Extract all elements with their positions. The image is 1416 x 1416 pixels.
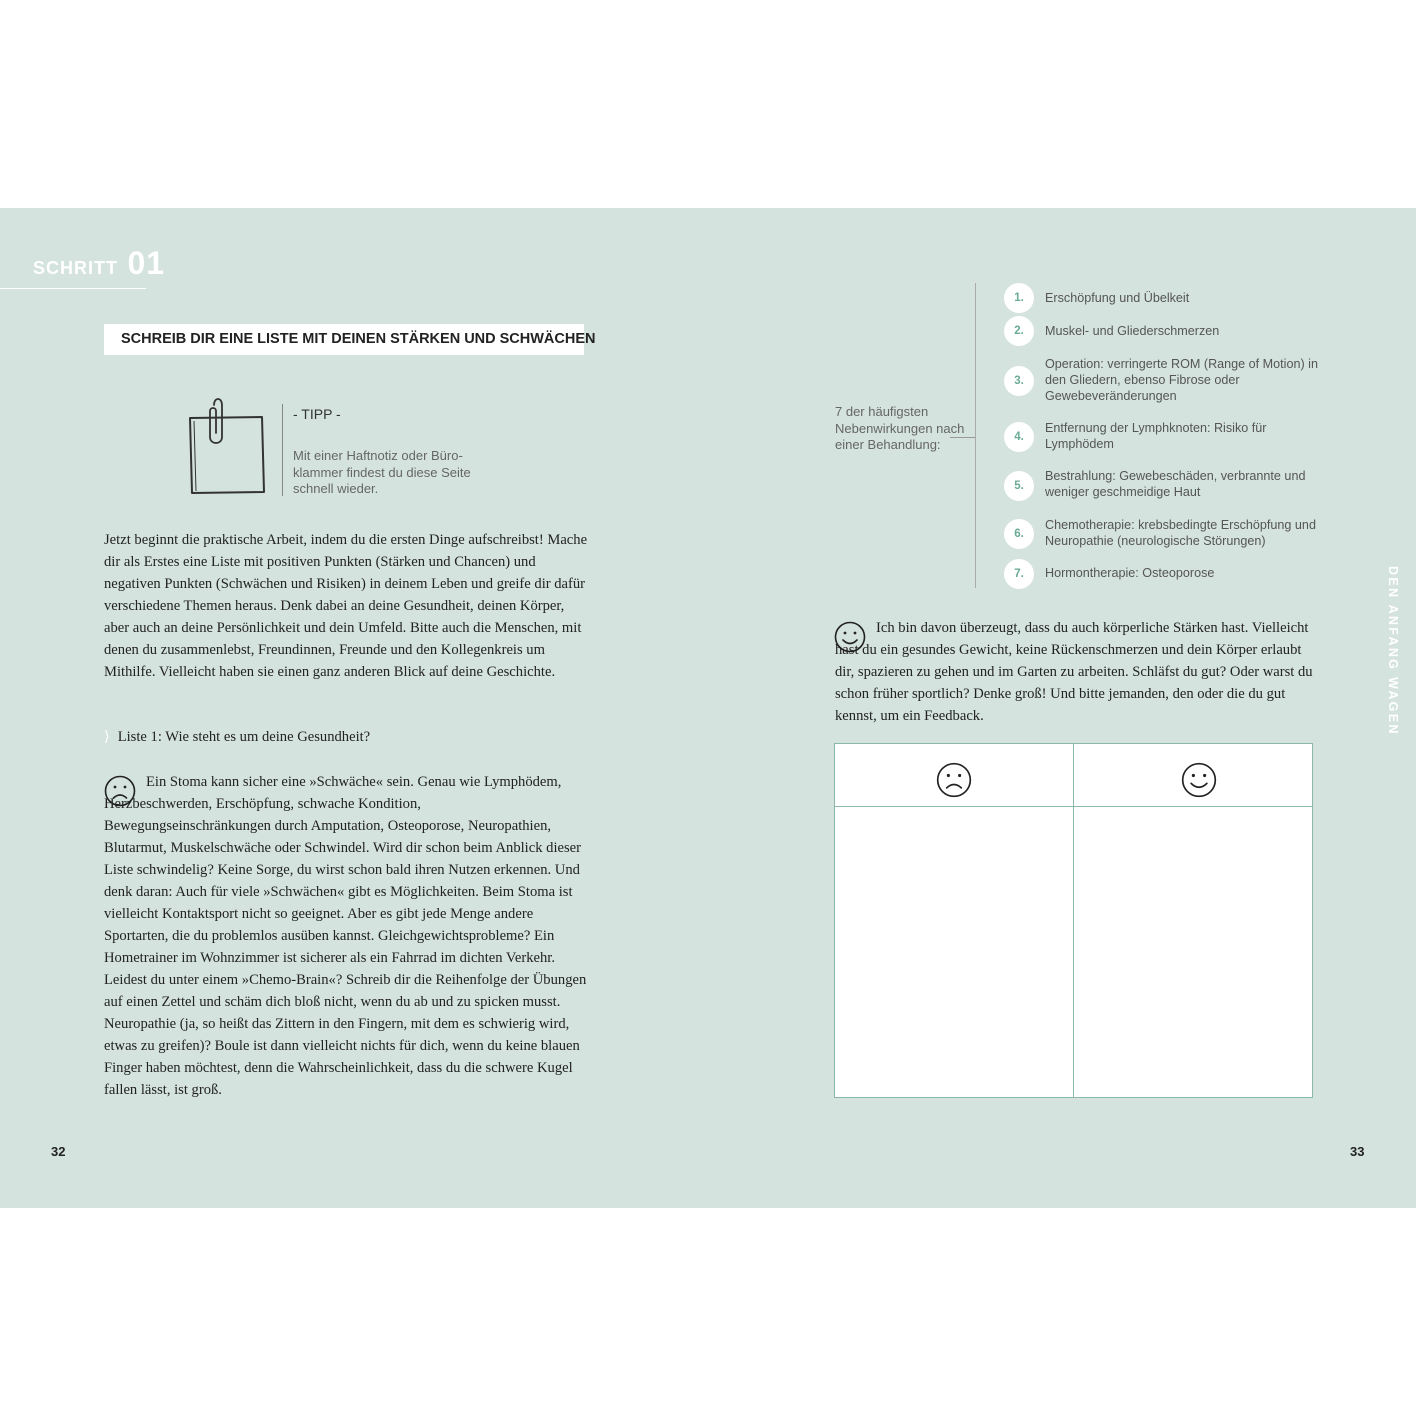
side-effect-item: [1004, 519, 1324, 551]
item-number: 2.: [1004, 316, 1034, 346]
item-text: Hormontherapie: Osteoporose: [1045, 566, 1215, 580]
caption-connector: [950, 437, 976, 438]
side-effect-item: [1004, 357, 1324, 414]
smiley-face-icon: [1181, 762, 1217, 798]
item-text: Bestrahlung: Gewebeschäden, verbrannte und weniger geschmeidige Haut: [1045, 469, 1306, 499]
item-number: 5.: [1004, 471, 1034, 501]
item-text: Muskel- und Gliederschmerzen: [1045, 324, 1220, 338]
item-number: 6.: [1004, 519, 1034, 549]
side-effect-item: [1004, 471, 1324, 503]
section-heading: SCHREIB DIR EINE LISTE MIT DEINEN STÄRKEN UND SCHWÄCHEN: [104, 324, 584, 355]
tip-title: - TIPP -: [293, 406, 341, 422]
strengths-paragraph-text: Ich bin davon überzeugt, dass du auch körperliche Stärken hast. Vielleicht hast du ein gesundes Gewicht, keine Rückenschmerzen und dein Körper erlaubt dir, spazieren zu gehen und im Garten zu arbeiten. Schläfst du gut? Oder warst du schon früher sportlich? Denke groß! Und bitte jemanden, den oder die du gut kennst, um ein Feedback.: [835, 620, 1313, 724]
table-header-divider: [835, 806, 1312, 807]
side-effect-item: [1004, 316, 1324, 346]
side-effect-item: [1004, 283, 1324, 313]
step-underline: [0, 288, 146, 289]
strengths-paragraph: [835, 617, 1317, 727]
list-label: [104, 728, 370, 746]
side-effects-divider: [975, 283, 976, 588]
intro-paragraph: Jetzt beginnt die praktische Arbeit, indem du die ersten Dinge aufschreibst! Mache dir als Erstes eine Liste mit positiven Punkten (Stärken und Chancen) und negativen Punkten (Schwächen und Risiken) in deinem Leben und greife dir dafür verschiedene Themen heraus. Denk dabei an deine Gesundheit, deinen Körper, aber auch an deine Persönlichkeit und dein Umfeld. Bitte auch die Menschen, mit denen du zusammenlebst, Freundinnen, Freunde und den Kollegenkreis um Mithilfe. Vielleicht haben sie einen ganz anderen Blick auf deine Geschichte.: [104, 532, 588, 680]
step-word: SCHRITT: [33, 258, 118, 278]
sad-face-icon: [936, 762, 972, 798]
step-label: [33, 245, 165, 282]
item-number: 7.: [1004, 559, 1034, 589]
health-paragraph: [104, 771, 590, 1101]
item-number: 3.: [1004, 366, 1034, 396]
item-number: 4.: [1004, 422, 1034, 452]
strengths-weaknesses-table: [834, 743, 1313, 1098]
side-effect-item: [1004, 422, 1324, 454]
health-paragraph-text: Ein Stoma kann sicher eine »Schwäche« sein. Genau wie Lymphödem, Herzbeschwerden, Erschöpfung, schwache Kondition, Bewegungseinschränkungen durch Amputation, Osteoporose, Neuropathien, Blutarmut, Muskelschwäche oder Schwindel. Wird dir schon beim Anblick dieser Liste schwindelig? Keine Sorge, du wirst schon bald ihren Nutzen erkennen. Und denk daran: Auch für viele »Schwächen« gibt es Möglichkeiten. Beim Stoma ist vielleicht Kontaktsport nicht so geeignet. Aber es gibt jede Menge andere Sportarten, die du problemlos ausüben kannst. Gleichgewichtsprobleme? Ein Hometrainer im Wohnzimmer ist sicherer als ein Fahrrad im dichten Verkehr. Leidest du unter einem »Chemo-Brain«? Schreib dir die Reihenfolge der Übungen auf einen Zettel und schäm dich bloß nicht, wenn du ab und zu spicken musst. Neuropathie (ja, so heißt das Zittern in den Fingern, mit dem es schwierig wird, etwas zu greifen)? Boule ist dann vielleicht nichts für dich, wenn du keine blauen Finger haben möchtest, denn die Wahrscheinlichkeit, dass du die schwere Kugel fallen lässt, ist groß.: [104, 774, 587, 1098]
page-number-left: 32: [51, 1144, 66, 1159]
book-spread: [0, 208, 1416, 1208]
side-effects-caption: 7 der häufigsten Nebenwirkungen nach einer Behandlung:: [835, 404, 965, 452]
item-text: Chemotherapie: krebsbedingte Erschöpfung und Neuropathie (neurologische Störungen): [1045, 518, 1316, 548]
paperclip-note-icon: [180, 393, 270, 498]
list-marker: ⟩: [104, 729, 110, 745]
page-number-right: 33: [1350, 1144, 1365, 1159]
item-text: Erschöpfung und Übelkeit: [1045, 291, 1190, 305]
side-effect-item: [1004, 559, 1324, 589]
table-column-divider: [1073, 744, 1074, 1097]
chapter-running-title: DEN ANFANG WAGEN: [1386, 566, 1400, 736]
tip-text: Mit einer Haftnotiz oder Büro-klammer findest du diese Seite schnell wieder.: [293, 448, 471, 496]
step-number: 01: [127, 245, 166, 281]
list-label-text: Liste 1: Wie steht es um deine Gesundheit?: [117, 729, 371, 745]
item-text: Entfernung der Lymphknoten: Risiko für Lymphödem: [1045, 421, 1267, 451]
tip-divider: [282, 404, 283, 496]
item-text: Operation: verringerte ROM (Range of Motion) in den Gliedern, ebenso Fibrose oder Gewebeveränderungen: [1045, 357, 1318, 403]
item-number: 1.: [1004, 283, 1034, 313]
